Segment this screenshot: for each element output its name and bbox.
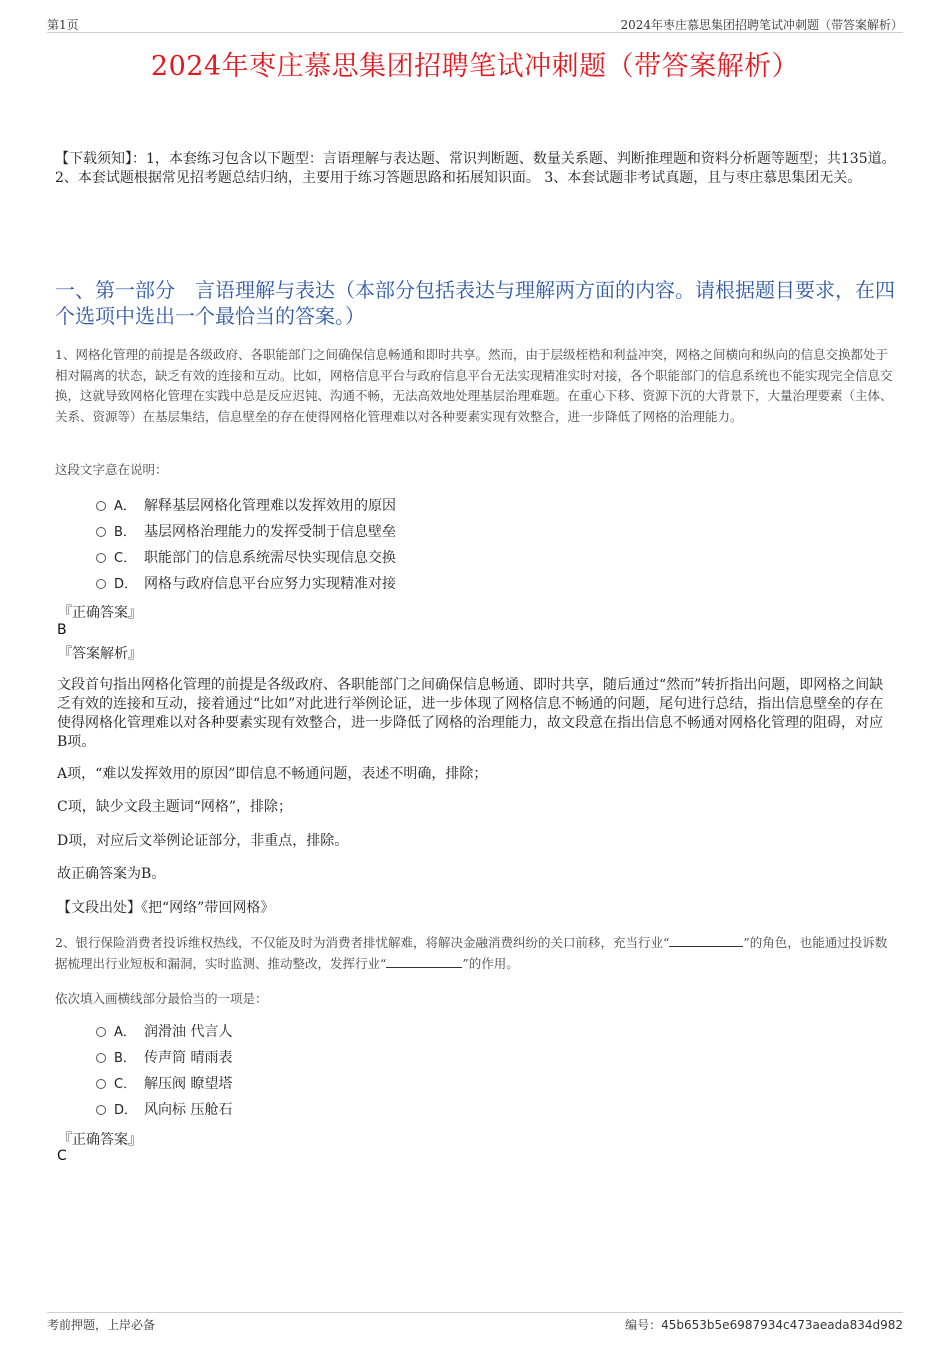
page-number: 第1页 [47,18,79,32]
analysis-option-a: A项，“难以发挥效用的原因”即信息不畅通问题，表述不明确，排除； [57,766,488,782]
question-2-option-c[interactable]: C． 解压阀 瞭望塔 [96,1071,232,1097]
radio-icon[interactable] [96,527,106,537]
footer-slogan: 考前押题，上岸必备 [47,1318,156,1332]
analysis-conclusion: 故正确答案为B。 [57,866,166,882]
question-2-stem: 2、银行保险消费者投诉维权热线，不仅能及时为消费者排忧解难，将解决金融消费纠纷的关口前移，充当行业“ ”的角色，也能通过投诉数据梳理出行业短板和漏洞，实时监测、推动整改，发挥行业“ ”的作用。 [55,935,888,971]
footer-code: 编号：45b653b5e6987934c473aeada834d982 [625,1318,903,1332]
analysis-source: 【文段出处】《把“网络”带回网格》 [57,900,275,916]
analysis-paragraph: 文段首句指出网格化管理的前提是各级政府、各职能部门之间确保信息畅通、即时共享，随后通过“然而”转折指出问题，即网格之间缺乏有效的连接和互动，接着通过“比如”对此进行举例论证，进一步体现了网格信息不畅通的问题，尾句进行总结，指出信息壁垒的存在使得网格化管理难以对各种要素实现有效整合，进一步降低了网格的治理能力，故文段意在指出信息不畅通对网格化管理的阻碍，对应B项。 [57,677,884,750]
header-doc-title: 2024年枣庄慕思集团招聘笔试冲刺题（带答案解析） [620,18,903,32]
question-1-answer-label: 『正确答案』 [58,605,142,621]
download-notice: 【下载须知】：1，本套练习包含以下题型：言语理解与表达题、常识判断题、数量关系题、判断推理题和资料分析题等题型；共135道。 2、本套试题根据常见招考题总结归纳，主要用于练习答题思路和拓展知识面。 3、本套试题非考试真题，且与枣庄慕思集团无关。 [55,151,896,186]
page-footer [47,1312,903,1333]
question-1-stem: 1、网格化管理的前提是各级政府、各职能部门之间确保信息畅通和即时共享。然而，由于层级桎梏和利益冲突，网格之间横向和纵向的信息交换都处于相对隔离的状态，缺乏有效的连接和互动。比如，网格信息平台与政府信息平台无法实现精准实时对接，各个职能部门的信息系统也不能实现完全信息交换，这就导致网格化管理在实践中总是反应迟钝、沟通不畅，无法高效地处理基层治理难题。在重心下移、资源下沉的大背景下，大量治理要素（主体、关系、资源等）在基层集结，信息壁垒的存在使得网格化管理难以对各种要素实现有效整合，进一步降低了网格的治理能力。 [55,347,893,424]
question-1-analysis-label: 『答案解析』 [58,646,142,662]
section-heading: 一、第一部分 言语理解与表达（本部分包括表达与理解两方面的内容。请根据题目要求，在四个选项中选出一个最恰当的答案。） [55,278,895,328]
question-1-answer: B [57,622,67,638]
question-2-prompt: 依次填入画横线部分最恰当的一项是： [55,991,268,1006]
question-2-options [96,1019,232,1123]
question-1-options [96,493,396,597]
question-2-answer-label: 『正确答案』 [58,1132,142,1148]
blank-line [669,934,743,947]
radio-icon[interactable] [96,1105,106,1115]
question-1-option-d[interactable]: D． 网格与政府信息平台应努力实现精准对接 [96,571,396,597]
analysis-option-c: C项，缺少文段主题词“网格”，排除； [57,799,293,815]
question-2-option-d[interactable]: D． 风向标 压舱石 [96,1097,232,1123]
page-title: 2024年枣庄慕思集团招聘笔试冲刺题（带答案解析） [150,51,800,82]
radio-icon[interactable] [96,501,106,511]
question-1-option-a[interactable]: A． 解释基层网格化管理难以发挥效用的原因 [96,493,396,519]
question-2-option-b[interactable]: B． 传声筒 晴雨表 [96,1045,232,1071]
radio-icon[interactable] [96,1079,106,1089]
question-1-option-b[interactable]: B． 基层网格治理能力的发挥受制于信息壁垒 [96,519,396,545]
question-2-option-a[interactable]: A． 润滑油 代言人 [96,1019,232,1045]
question-1-option-c[interactable]: C． 职能部门的信息系统需尽快实现信息交换 [96,545,396,571]
page-header [47,14,903,33]
radio-icon[interactable] [96,579,106,589]
radio-icon[interactable] [96,1053,106,1063]
radio-icon[interactable] [96,553,106,563]
radio-icon[interactable] [96,1027,106,1037]
analysis-option-d: D项，对应后文举例论证部分，非重点，排除。 [57,833,349,849]
question-1-prompt: 这段文字意在说明： [55,462,168,477]
question-2-answer: C [57,1148,67,1164]
blank-line [386,955,462,968]
